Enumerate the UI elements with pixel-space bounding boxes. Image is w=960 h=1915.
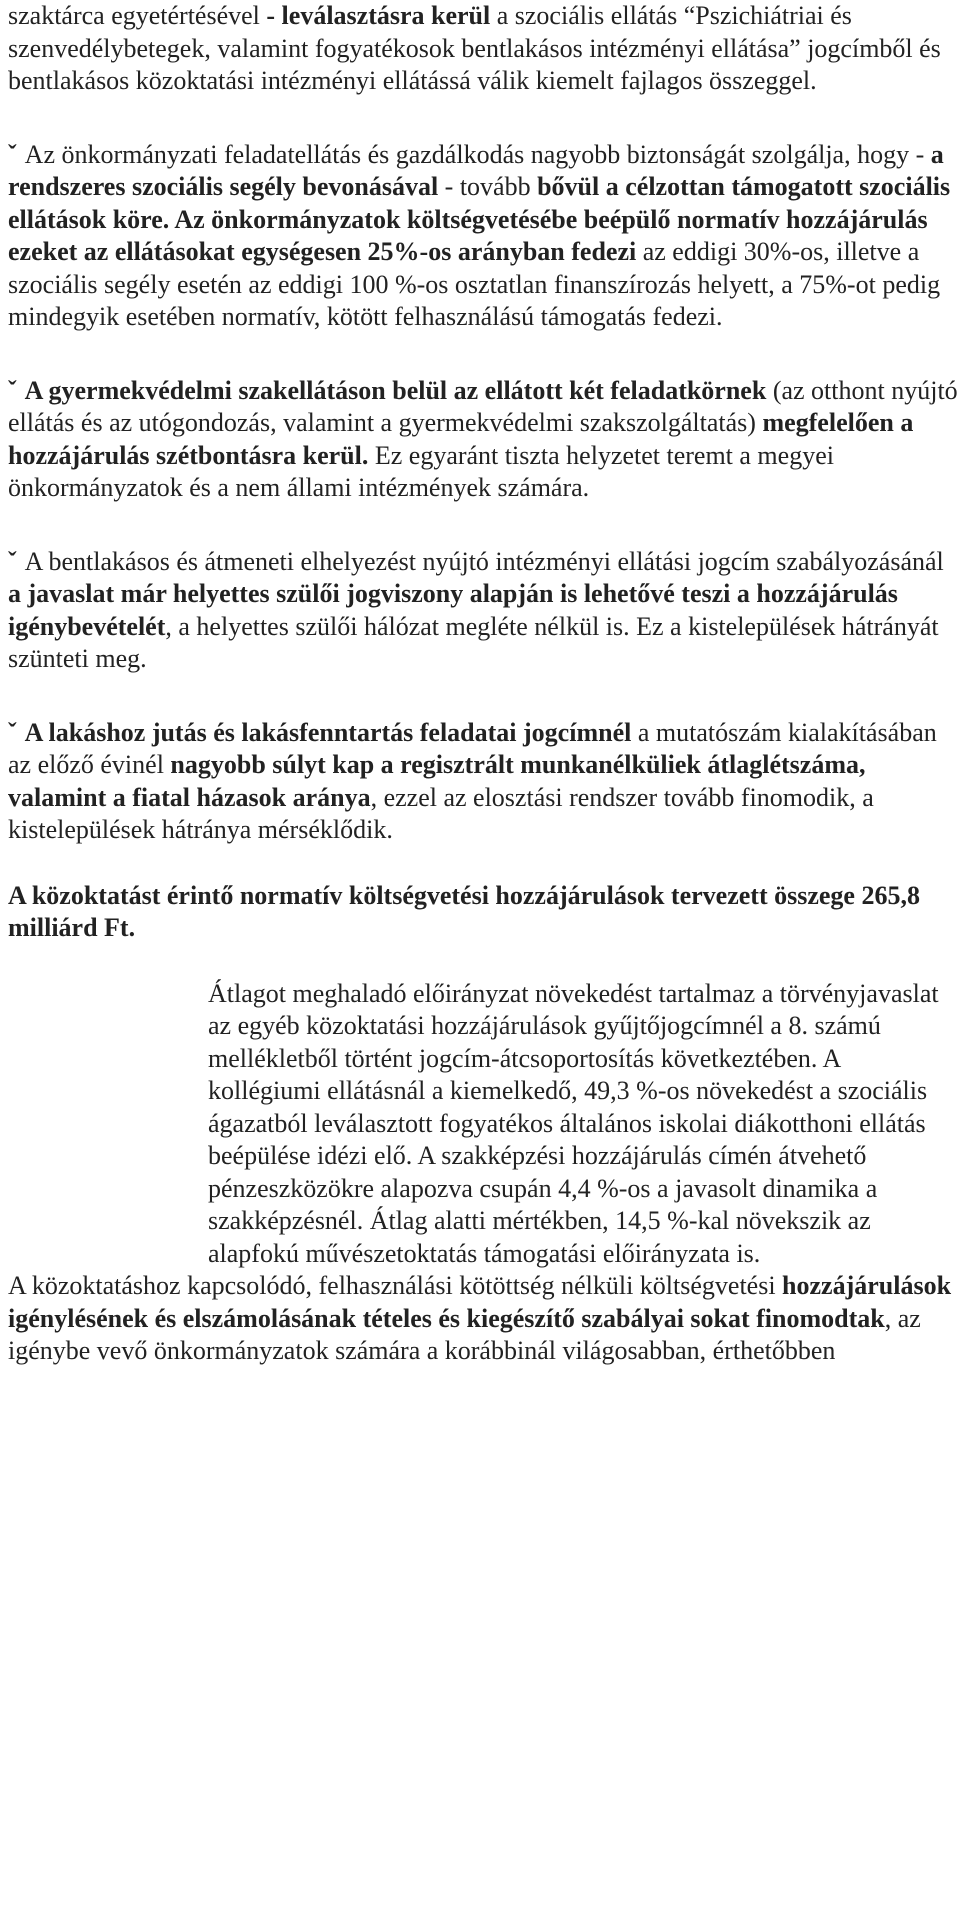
bullet-marker: ˇ <box>8 546 17 576</box>
bold-segment: - leválasztásra kerül <box>266 1 491 30</box>
text-segment: A bentlakásos és átmeneti elhelyezést nyújtó intézményi ellátási jogcím szabályozásánál <box>24 546 944 576</box>
text-segment: a szociális ellátás “Pszichiátriai és szenvedélybetegek, valamint fogyatékosok bentlakásos intézményi ellátása” jogcímből és bentlakásos közoktatási intézményi ellátássá válik kiemelt fajlagos összeggel. <box>8 1 941 95</box>
bullet-paragraph-social-aid <box>8 139 960 334</box>
bold-segment: A lakáshoz jutás és lakásfenntartás feladatai jogcímnél <box>24 717 632 747</box>
bullet-paragraph-residential-care <box>8 546 960 676</box>
bold-segment: megfelelően a hozzájárulás szétbontásra kerül. <box>8 408 914 470</box>
paragraph-final <box>8 1270 960 1368</box>
bullet-marker: ˇ <box>8 717 17 747</box>
document-page <box>8 0 960 1368</box>
text-segment: szaktárca egyetértésével <box>8 1 267 30</box>
text-segment: A közoktatáshoz kapcsolódó, felhasználási kötöttség nélküli költségvetési <box>8 1271 783 1300</box>
bold-segment: a javaslat már helyettes szülői jogviszony alapján is lehetővé teszi a hozzájárulás igénybevételét <box>8 579 898 641</box>
bullet-paragraph-housing <box>8 717 960 847</box>
bold-segment: A gyermekvédelmi szakellátáson belül az ellátott két feladatkörnek <box>24 375 767 405</box>
text-segment: , a helyettes szülői hálózat megléte nélkül is. Ez a kistelepülések hátrányát szünteti meg. <box>8 611 939 673</box>
text-segment: Ez egyaránt tiszta helyzetet teremt a megyei önkormányzatok és a nem állami intézmények számára. <box>8 440 834 502</box>
bold-segment: hozzájárulások igénylésének és elszámolásának tételes és kiegészítő szabályai sokat finomodtak <box>8 1271 952 1333</box>
indented-paragraph: Átlagot meghaladó előirányzat növekedést tartalmaz a törvényjavaslat az egyéb közoktatási hozzájárulások gyűjtőjogcímnél a 8. számú mellékletből történt jogcím-átcsoportosítás következtében. A kollégiumi ellátásnál a kiemelkedő, 49,3 %-os növekedést a szociális ágazatból leválasztott fogyatékos általános iskolai diákotthoni ellátás beépülése idézi elő. A szakképzési hozzájárulás címén átvehető pénzeszközökre alapozva csupán 4,4 %-os a javasolt dinamika a szakképzésnél. Átlag alatti mértékben, 14,5 %-kal növekszik az alapfokú művészetoktatás támogatási előirányzata is. <box>208 978 939 1268</box>
text-segment: a mutatószám kialakításában az előző évinél <box>8 717 937 779</box>
bold-segment: nagyobb súlyt kap a regisztrált munkanélküliek átlaglétszáma, valamint a fiatal házasok aránya <box>8 750 866 812</box>
bold-segment: bővül a célzottan támogatott szociális ellátások köre. Az önkormányzatok költségvetésébe beépülő normatív hozzájárulás ezeket az ellátásokat egységesen 25%-os arányban fedezi <box>8 172 951 266</box>
section-heading: A közoktatást érintő normatív költségvetési hozzájárulások tervezett összege 265,8 milliárd Ft. <box>8 880 920 942</box>
text-segment: az eddigi 30%-os, illetve a szociális segély esetén az eddigi 100 %-os osztatlan finanszírozás helyett, a 75%-ot pedig mindegyik esetében normatív, kötött felhasználású támogatás fedezi. <box>8 237 941 331</box>
bullet-marker: ˇ <box>8 375 17 405</box>
bold-segment: a rendszeres szociális segély bevonásával <box>8 139 944 201</box>
text-segment: - tovább <box>438 172 538 201</box>
text-segment: Az önkormányzati feladatellátás és gazdálkodás nagyobb biztonságát szolgálja, hogy - <box>24 139 931 169</box>
bullet-paragraph-child-protection <box>8 375 960 505</box>
paragraph-intro <box>8 0 960 98</box>
bullet-marker: ˇ <box>8 139 17 169</box>
text-segment: , az igénybe vevő önkormányzatok számára a korábbinál világosabban, érthetőbben <box>8 1303 921 1365</box>
text-segment: , ezzel az elosztási rendszer tovább finomodik, a kistelepülések hátránya mérséklődik. <box>8 782 874 844</box>
text-segment: (az otthont nyújtó ellátás és az utógondozás, valamint a gyermekvédelmi szakszolgáltatás) <box>8 375 958 437</box>
